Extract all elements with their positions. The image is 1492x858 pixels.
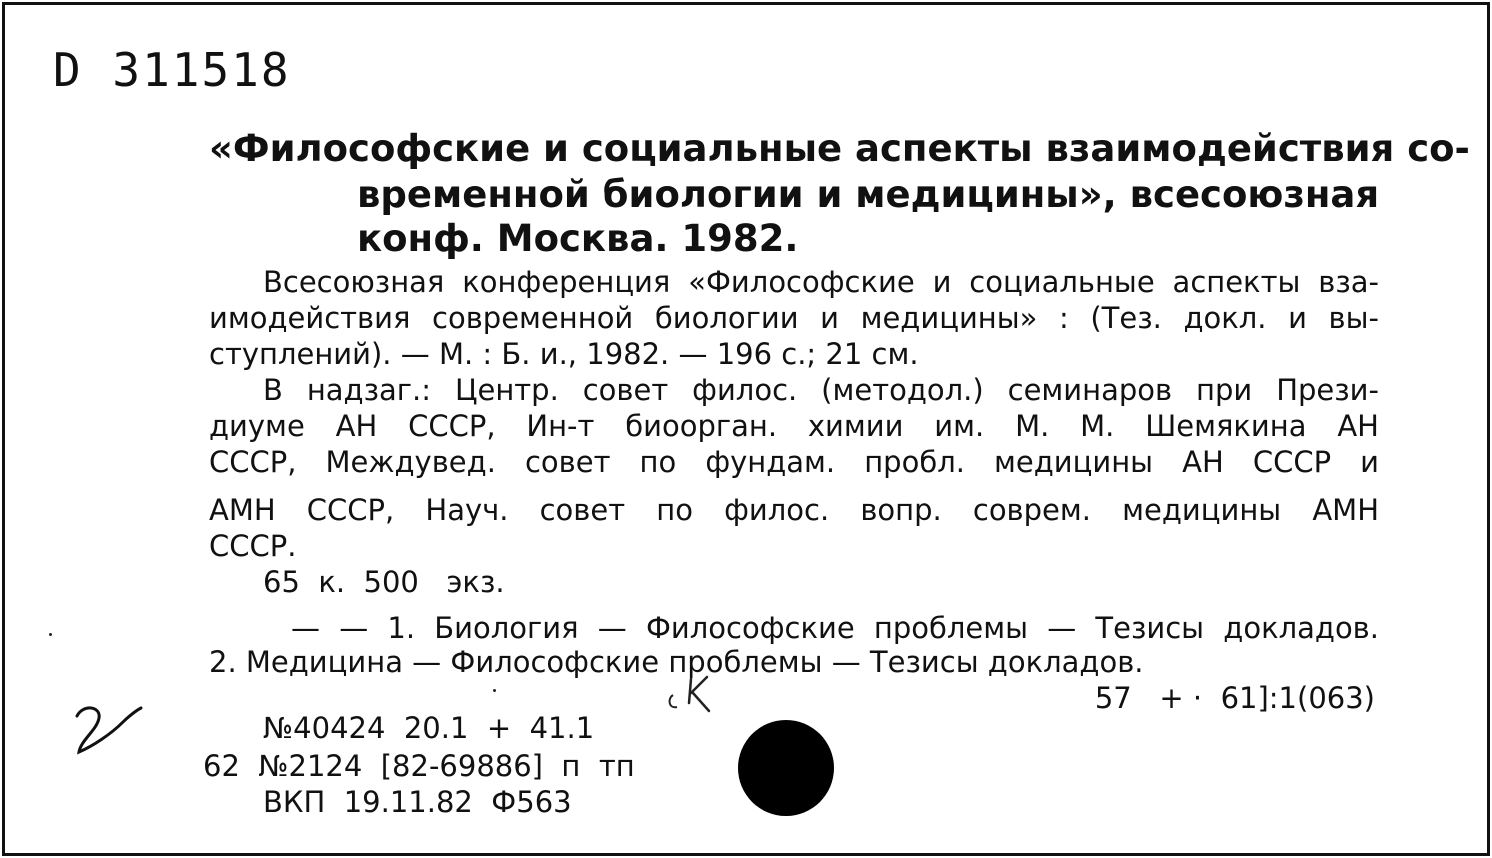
scribble-icon [71, 700, 143, 762]
speck [49, 633, 52, 636]
handwritten-mark [665, 673, 743, 717]
subject-line-2: 2. Медицина — Философские проблемы — Тезисы докладов. [209, 645, 1144, 679]
catalog-card [2, 2, 1490, 856]
price-line: 65 к. 500 экз. [263, 565, 505, 599]
description-line-1: Всесоюзная конференция «Философские и социальные аспекты вза- [263, 265, 1379, 299]
note-line-5: СССР. [209, 529, 297, 563]
note-line-2: диуме АН СССР, Ин-т биоорган. химии им. М. М. Шемякина АН [209, 409, 1379, 443]
title-line-1: «Философские и социальные аспекты взаимодействия со- [209, 127, 1470, 170]
description-line-2: имодействия современной биологии и медицины» : (Тез. докл. и вы- [209, 301, 1379, 335]
speck [493, 689, 496, 692]
card-code: D 311518 [53, 43, 291, 97]
subject-line-1: — — 1. Биология — Философские проблемы — Тезисы докладов. [291, 611, 1379, 645]
title-line-3: конф. Москва. 1982. [357, 217, 799, 260]
shelf-line-1: №40424 20.1 + 41.1 [263, 711, 595, 745]
note-line-3: СССР, Междувед. совет по фундам. пробл. медицины АН СССР и [209, 445, 1379, 479]
title-line-2: временной биологии и медицины», всесоюзная [357, 173, 1380, 216]
shelf-line-3: ВКП 19.11.82 Ф563 [263, 785, 572, 819]
note-line-1: В надзаг.: Центр. совет филос. (методол.) семинаров при Прези- [263, 373, 1379, 407]
black-dot-stamp-icon [738, 720, 834, 816]
note-line-4: АМН СССР, Науч. совет по филос. вопр. соврем. медицины АМН [209, 493, 1379, 527]
classification-index: 57 + · 61]:1(063) [1094, 681, 1375, 715]
shelf-line-2: 62 №2124 [82-69886] п тп [203, 749, 635, 783]
description-line-3: ступлений). — М. : Б. и., 1982. — 196 с.; 21 см. [209, 337, 919, 371]
